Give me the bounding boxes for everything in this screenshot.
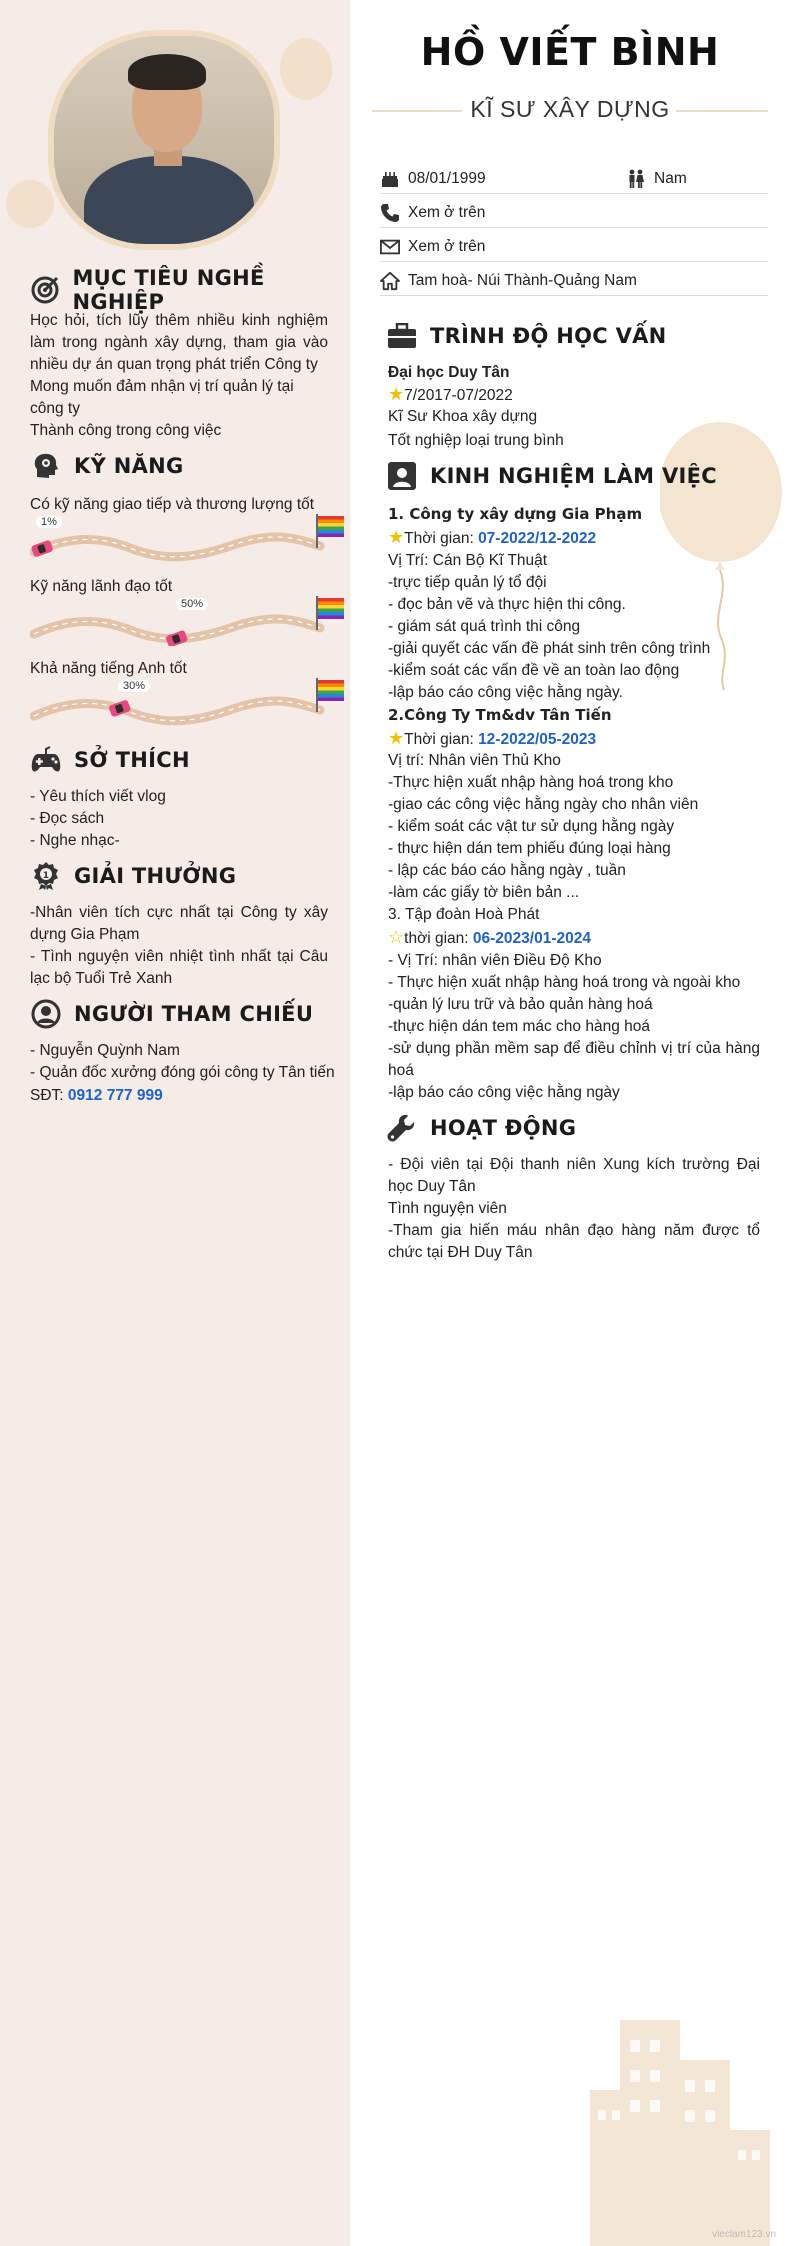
skills-heading <box>30 450 184 482</box>
phone-icon <box>380 203 400 223</box>
gamepad-icon <box>30 744 62 776</box>
job-duty: -lập báo cáo công việc hằng ngày. <box>388 684 623 701</box>
phone-value[interactable]: Xem ở trên <box>408 203 486 221</box>
education-school: Đại học Duy Tân <box>388 364 510 381</box>
skill-label-3: Khả năng tiếng Anh tốt <box>30 660 187 677</box>
birthday-cake-icon <box>380 169 400 189</box>
activity-line-1: - Đội viên tại Đội thanh niên Xung kích trường Đại học Duy Tân <box>388 1156 760 1195</box>
job-time: 06-2023/01-2024 <box>472 930 591 947</box>
target-icon <box>30 274 60 306</box>
skill-label-1: Có kỹ năng giao tiếp và thương lượng tốt <box>30 496 315 513</box>
skill-percent-2: 50% <box>176 598 208 610</box>
education-period: 7/2017-07/2022 <box>404 387 513 404</box>
job-time-label: thời gian: <box>404 930 473 947</box>
info-row-email <box>380 232 768 262</box>
job-duty: -quản lý lưu trữ và bảo quản hàng hoá <box>388 996 653 1013</box>
job-position: Vị trí: Nhân viên Thủ Kho <box>388 752 561 769</box>
activity-line-2: Tình nguyện viên <box>388 1200 507 1217</box>
profile-photo <box>48 30 280 250</box>
medal-icon <box>30 860 62 892</box>
footer-brand: vieclam123.vn <box>712 2229 776 2240</box>
award-line-1: -Nhân viên tích cực nhất tại Công ty xây dựng Gia Phạm <box>30 904 328 943</box>
dob-value: 08/01/1999 <box>408 169 486 187</box>
job-duty: - kiểm soát các vật tư sử dụng hằng ngày <box>388 818 675 835</box>
job-duty: -thực hiện dán tem mác cho hàng hoá <box>388 1018 650 1035</box>
references-heading <box>30 998 313 1030</box>
job-duty: - giám sát quá trình thi công <box>388 618 581 635</box>
envelope-icon <box>380 237 400 257</box>
hobbies-title: SỞ THÍCH <box>74 748 190 772</box>
job-time-label: Thời gian: <box>404 731 479 748</box>
job-company: 3. Tập đoàn Hoà Phát <box>388 906 540 923</box>
job-duty: - thực hiện dán tem phiếu đúng loại hàng <box>388 840 671 857</box>
job-duty: - đọc bản vẽ và thực hiện thi công. <box>388 596 626 613</box>
education-title: TRÌNH ĐỘ HỌC VẤN <box>430 324 667 348</box>
job-duty: -kiểm soát các vấn đề về an toàn lao động <box>388 662 680 679</box>
job-duty: -Thực hiện xuất nhập hàng hoá trong kho <box>388 774 674 791</box>
skill-label-2: Kỹ năng lãnh đạo tốt <box>30 578 173 595</box>
reference-phone-label: SĐT: <box>30 1087 68 1104</box>
info-row-phone <box>380 198 768 228</box>
objective-heading <box>30 266 350 314</box>
svg-text:1: 1 <box>42 871 50 881</box>
activity-line-3: -Tham gia hiến máu nhân đạo hàng năm được tổ chức tại ĐH Duy Tân <box>388 1222 760 1261</box>
info-row-address <box>380 266 768 296</box>
job-company: 2.Công Ty Tm&dv Tân Tiến <box>388 706 612 724</box>
candidate-name: HỒ VIẾT BÌNH <box>420 30 720 74</box>
job-duty: - lập các báo cáo hằng ngày , tuần <box>388 862 626 879</box>
id-card-icon <box>386 460 418 492</box>
hobbies-heading <box>30 744 190 776</box>
star-icon: ★ <box>388 728 405 748</box>
skill-car-icon <box>165 630 188 646</box>
job-duty: -làm các giấy tờ biên bản ... <box>388 884 580 901</box>
head-gear-icon <box>30 450 62 482</box>
job-duty: -lập báo cáo công việc hằng ngày <box>388 1084 620 1101</box>
job-duty: -trực tiếp quản lý tổ đội <box>388 574 547 591</box>
skill-percent-1: 1% <box>36 516 62 528</box>
reference-phone[interactable]: 0912 777 999 <box>67 1087 163 1104</box>
reference-line-2: - Quản đốc xưởng đóng gói công ty Tân tiến <box>30 1064 335 1081</box>
job-duty: -sử dụng phần mềm sap để điều chỉnh vị trí của hàng hoá <box>388 1040 760 1079</box>
award-line-2: - Tình nguyện viên nhiệt tình nhất tại Câu lạc bộ Tuổi Trẻ Xanh <box>30 948 328 987</box>
experience-title: KINH NGHIỆM LÀM VIỆC <box>430 464 717 488</box>
info-row-dob <box>380 164 768 194</box>
job-time-row <box>388 727 596 751</box>
skill-road-1 <box>30 512 350 564</box>
deco-circle <box>6 180 54 228</box>
awards-title: GIẢI THƯỞNG <box>74 864 237 888</box>
education-period-row <box>388 383 513 407</box>
wrench-icon <box>386 1112 418 1144</box>
references-title: NGƯỜI THAM CHIẾU <box>74 1002 314 1026</box>
job-time-label: Thời gian: <box>404 530 479 547</box>
job-time-row <box>388 926 591 950</box>
address-value: Tam hoà- Núi Thành-Quảng Nam <box>408 271 637 289</box>
job-time-row <box>388 526 596 550</box>
candidate-role: KĨ SƯ XÂY DỰNG <box>470 96 670 122</box>
job-company: 1. Công ty xây dựng Gia Phạm <box>388 505 643 523</box>
job-duty: - Thực hiện xuất nhập hàng hoá trong và ngoài kho <box>388 974 741 991</box>
objective-line-2: Mong muốn đảm nhận vị trí quản lý tại công ty <box>30 378 294 417</box>
user-circle-icon <box>30 998 62 1030</box>
reference-line-1: - Nguyễn Quỳnh Nam <box>30 1042 180 1059</box>
job-position: - Vị Trí: nhân viên Điều Độ Kho <box>388 952 602 969</box>
objective-title: MỤC TIÊU NGHỀ NGHIỆP <box>72 266 265 314</box>
skill-percent-3: 30% <box>118 680 150 692</box>
home-icon <box>380 271 400 291</box>
briefcase-icon <box>386 320 418 352</box>
buildings-decoration <box>580 2020 790 2246</box>
job-position: Vị Trí: Cán Bộ Kĩ Thuật <box>388 552 548 569</box>
skill-car-icon <box>31 540 54 558</box>
reference-phone-row <box>30 1085 163 1107</box>
email-value[interactable]: Xem ở trên <box>408 237 486 255</box>
education-heading <box>386 320 667 352</box>
job-duty: -giải quyết các vấn đề phát sinh trên công trình <box>388 640 711 657</box>
skills-title: KỸ NĂNG <box>74 454 184 478</box>
objective-line-3: Thành công trong công việc <box>30 422 222 439</box>
job-time: 12-2022/05-2023 <box>478 731 597 748</box>
hobby-item: - Đọc sách <box>30 810 105 827</box>
deco-circle <box>280 38 332 100</box>
gender-value: Nam <box>654 169 687 187</box>
skill-road-3 <box>30 676 350 728</box>
gender-icon <box>626 169 646 189</box>
education-result: Tốt nghiệp loại trung bình <box>388 432 564 449</box>
left-column <box>0 0 350 2246</box>
hobby-item: - Yêu thích viết vlog <box>30 788 166 805</box>
awards-heading <box>30 860 236 892</box>
star-icon: ★ <box>388 384 405 404</box>
job-duty: -giao các công việc hằng ngày cho nhân viên <box>388 796 699 813</box>
objective-line-1: Học hỏi, tích lũy thêm nhiều kinh nghiệm làm trong ngành xây dựng, tham gia vào nhiều dự án quan trọng phát triển Công ty <box>30 312 328 373</box>
experience-heading <box>386 460 717 492</box>
star-icon: ☆ <box>388 927 405 947</box>
activities-heading <box>386 1112 576 1144</box>
activities-title: HOẠT ĐỘNG <box>430 1116 577 1140</box>
job-time: 07-2022/12-2022 <box>478 530 597 547</box>
education-major: Kĩ Sư Khoa xây dựng <box>388 408 538 425</box>
star-icon: ★ <box>388 527 405 547</box>
hobby-item: - Nghe nhạc- <box>30 832 120 849</box>
